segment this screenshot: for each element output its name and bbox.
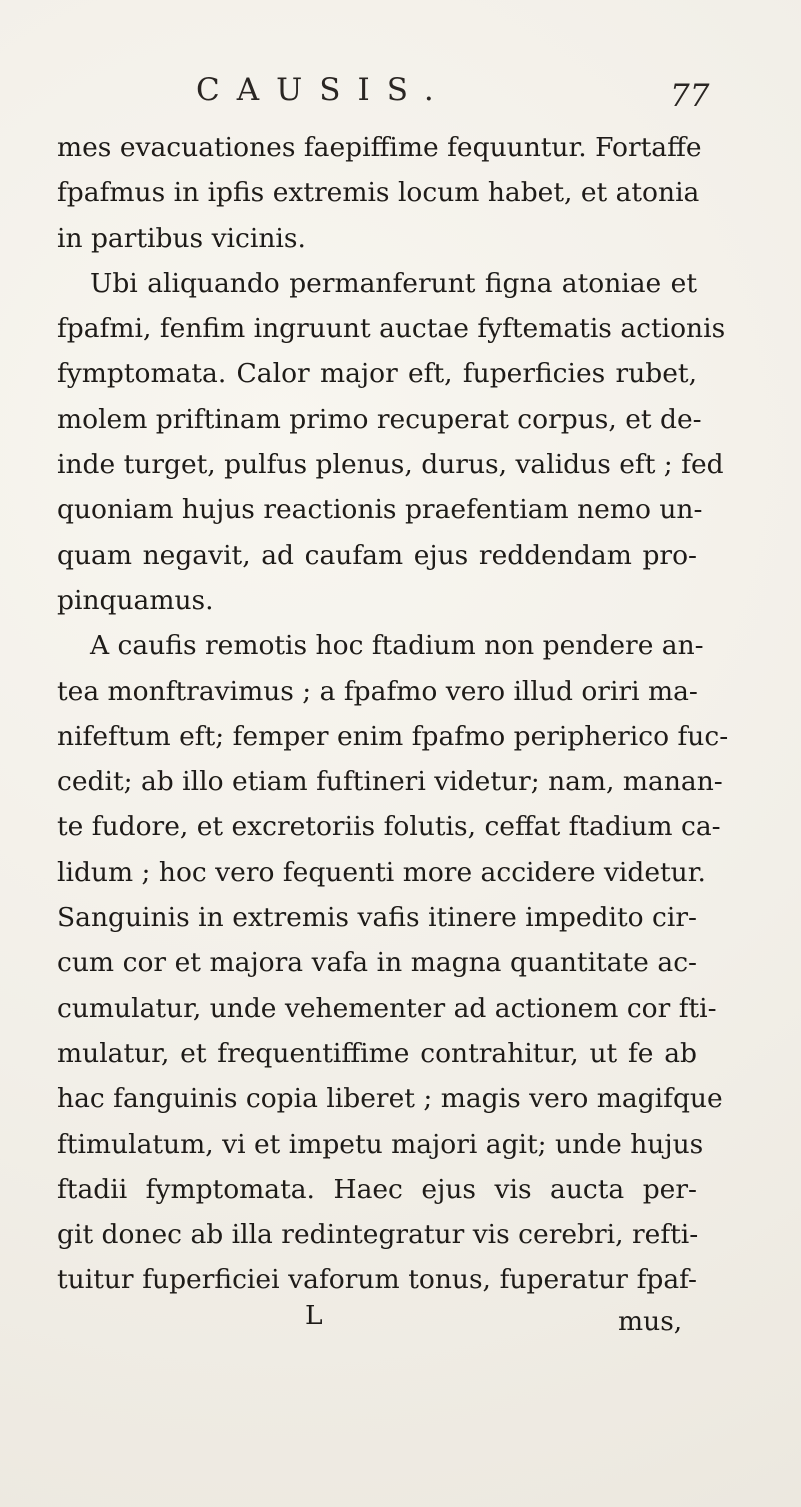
text-line: hac fanguinis copia liberet ; magis vero magifque <box>57 1083 723 1115</box>
text-line: ftimulatum, vi et impetu majori agit; unde hujus <box>57 1128 704 1160</box>
text-line: ftadii fymptomata. Haec ejus vis aucta per- <box>57 1173 697 1205</box>
text-line: pinquamus. <box>57 584 214 616</box>
text-line: A caufis remotis hoc ftadium non pendere an- <box>90 630 704 662</box>
text-line: quoniam hujus reactionis praefentiam nemo un- <box>57 494 703 526</box>
text-line: fymptomata. Calor major eft, fuperficies rubet, <box>57 358 697 390</box>
running-head: CAUSIS. <box>196 72 451 108</box>
catchword: mus, <box>618 1306 683 1337</box>
text-line: Ubi aliquando permanferunt figna atoniae et <box>90 267 697 299</box>
text-line: molem priftinam primo recuperat corpus, et de- <box>57 403 702 435</box>
text-line: quam negavit, ad caufam ejus reddendam pro- <box>57 539 697 571</box>
text-line: fpafmus in ipfis extremis locum habet, et atonia <box>57 177 700 209</box>
text-line: mulatur, et frequentiffime contrahitur, ut fe ab <box>57 1037 697 1069</box>
text-line: cedit; ab illo etiam fuftineri videtur; nam, manan- <box>57 766 723 798</box>
text-line: fpafmi, fenfim ingruunt auctae fyftematis actionis <box>57 313 726 345</box>
text-line: mes evacuationes faepiffime fequuntur. Fortaffe <box>57 132 702 163</box>
signature-mark: L <box>305 1300 323 1331</box>
body-text <box>57 125 729 1303</box>
text-line: cumulatur, unde vehementer ad actionem cor fti- <box>57 992 717 1024</box>
text-line: Sanguinis in extremis vafis itinere impedito cir- <box>57 902 697 934</box>
text-line: git donec ab illa redintegratur vis cerebri, refti- <box>57 1219 699 1251</box>
page-number: 77 <box>670 78 710 114</box>
text-line: in partibus vicinis. <box>57 222 306 254</box>
text-line: nifeftum eft; femper enim fpafmo peripherico fuc- <box>57 720 729 752</box>
text-line: cum cor et majora vafa in magna quantitate ac- <box>57 947 697 979</box>
text-line: te fudore, et excretoriis folutis, ceffat ftadium ca- <box>57 811 721 843</box>
text-line: inde turget, pulfus plenus, durus, validus eft ; fed <box>57 449 724 481</box>
text-line: lidum ; hoc vero fequenti more accidere videtur. <box>57 856 706 888</box>
text-line: tea monftravimus ; a fpafmo vero illud oriri ma- <box>57 675 698 707</box>
text-line: tuitur fuperficiei vaforum tonus, fuperatur fpaf- <box>57 1264 697 1296</box>
